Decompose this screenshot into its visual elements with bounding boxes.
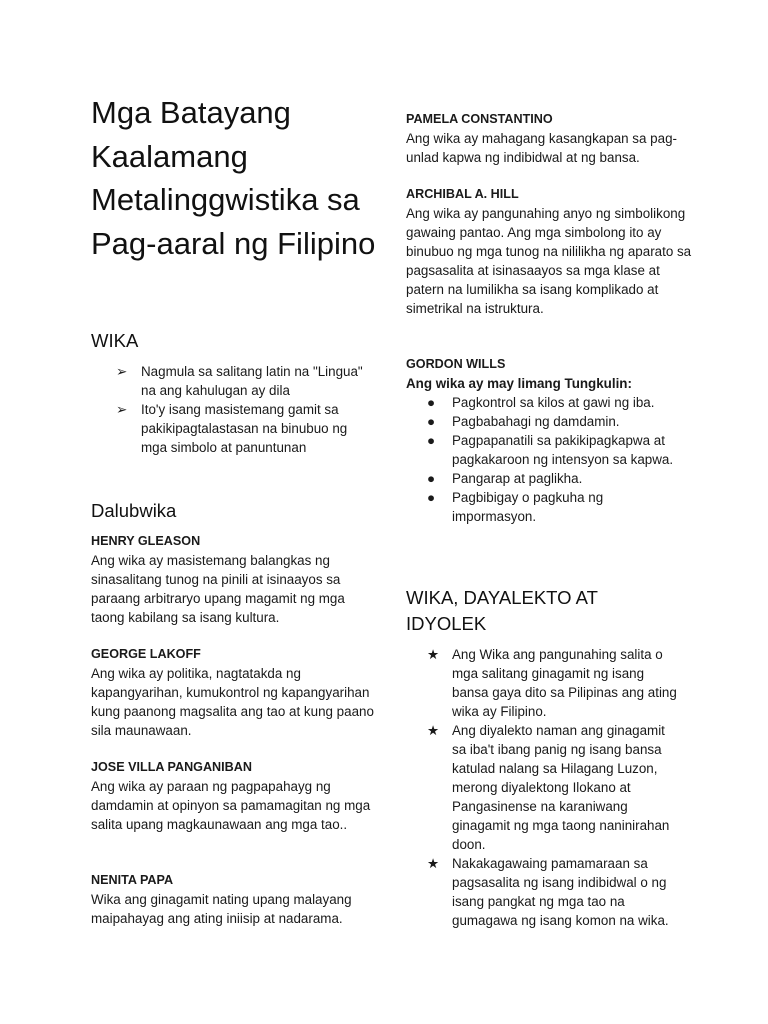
entry-name: GEORGE LAKOFF bbox=[91, 647, 201, 661]
star-bullet-icon: ★ bbox=[427, 647, 440, 662]
tungkulin-list bbox=[427, 393, 682, 526]
entry-subheading: Ang wika ay may limang Tungkulin: bbox=[406, 376, 632, 391]
entry-text: Ang wika ay paraan ng pagpapahayg ng damdamin at opinyon sa pamamagitan ng mga salita upang magkaunawaan ang mga tao.. bbox=[91, 779, 371, 832]
list-item: ● Pagpapanatili sa pakikipagkapwa at pagkakaroon ng intensyon sa kapwa. bbox=[427, 433, 674, 467]
list-item: ★ Nakakagawaing pamamaraan sa pagsasalita ng isang indibidwal o ng isang pangkat ng mga tao na gumagawa ng isang komon na wika. bbox=[427, 856, 669, 928]
entry-pamela-constantino bbox=[406, 110, 696, 167]
entry-text: Wika ang ginagamit nating upang malayang maipahayag ang ating iniisip at nadarama. bbox=[91, 892, 352, 926]
list-item: ● Pagbibigay o pagkuha ng impormasyon. bbox=[427, 490, 604, 524]
entry-text: Ang wika ay mahagang kasangkapan sa pag-unlad kapwa ng indibidwal at ng bansa. bbox=[406, 131, 677, 165]
dot-bullet-icon: ● bbox=[427, 433, 436, 448]
arrow-bullet-icon: ➢ bbox=[116, 402, 128, 417]
list-item: ● Pangarap at paglikha. bbox=[427, 471, 583, 486]
dot-bullet-icon: ● bbox=[427, 414, 436, 429]
list-item: ★ Ang diyalekto naman ang ginagamit sa iba't ibang panig ng isang bansa katulad nalang sa Hilagang Luzon, merong diyalektong Ilokano at Pangasinense na karaniwang ginagamit ng mga taong naninirahan doon. bbox=[427, 723, 670, 852]
entry-name: JOSE VILLA PANGANIBAN bbox=[91, 760, 252, 774]
list-item: ★ Ang Wika ang pangunahing salita o mga salitang ginagamit ng isang bansa gaya dito sa Pilipinas ang ating wika ay Filipino. bbox=[427, 647, 677, 719]
list-item: ● Pagkontrol sa kilos at gawi ng iba. bbox=[427, 395, 655, 410]
dayalekto-list bbox=[427, 645, 682, 930]
entry-name: NENITA PAPA bbox=[91, 873, 174, 887]
entry-henry-gleason bbox=[91, 532, 376, 627]
entry-name: HENRY GLEASON bbox=[91, 534, 201, 548]
star-bullet-icon: ★ bbox=[427, 856, 440, 871]
dot-bullet-icon: ● bbox=[427, 471, 436, 486]
star-bullet-icon: ★ bbox=[427, 723, 440, 738]
entry-archibal-hill bbox=[406, 185, 696, 318]
wika-heading: WIKA bbox=[91, 330, 139, 351]
entry-text: Ang wika ay politika, nagtatakda ng kapangyarihan, kumukontrol ng kapangyarihan kung paanong magsalita ang tao at kung paano sila maunawaan. bbox=[91, 666, 374, 738]
list-item: ➢ Ito'y isang masistemang gamit sa pakikipagtalastasan na binubuo ng mga simbolo at panuntunan bbox=[116, 402, 348, 455]
entry-jose-villa-panganiban bbox=[91, 758, 376, 834]
entry-nenita-papa bbox=[91, 871, 376, 928]
page-title: Mga Batayang Kaalamang Metalinggwistika sa Pag-aaral ng Filipino bbox=[91, 95, 376, 261]
entry-name: ARCHIBAL A. HILL bbox=[406, 187, 519, 201]
list-item: ● Pagbabahagi ng damdamin. bbox=[427, 414, 620, 429]
list-item: ➢ Nagmula sa salitang latin na "Lingua" na ang kahulugan ay dila bbox=[116, 364, 363, 398]
dot-bullet-icon: ● bbox=[427, 490, 436, 505]
entry-text: Ang wika ay pangunahing anyo ng simbolikong gawaing pantao. Ang mga simbolong ito ay binubuo ng mga tunog na nililikha ng aparato sa pagsasalita at isinasaayos sa mga klase at patern na lumilikha sa isang komplikado at simetrikal na istruktura. bbox=[406, 206, 692, 316]
entry-gordon-wills bbox=[406, 355, 696, 393]
dot-bullet-icon: ● bbox=[427, 395, 436, 410]
wika-list bbox=[116, 362, 366, 457]
arrow-bullet-icon: ➢ bbox=[116, 364, 128, 379]
entry-name: GORDON WILLS bbox=[406, 357, 506, 371]
dayalekto-heading: WIKA, DAYALEKTO AT IDYOLEK bbox=[406, 587, 598, 634]
entry-text: Ang wika ay masistemang balangkas ng sinasalitang tunog na pinili at isinaayos sa paraang arbitraryo upang magamit ng mga taong kabilang sa isang kultura. bbox=[91, 553, 345, 625]
entry-name: PAMELA CONSTANTINO bbox=[406, 112, 553, 126]
entry-george-lakoff bbox=[91, 645, 376, 740]
dalubwika-heading: Dalubwika bbox=[91, 500, 177, 521]
